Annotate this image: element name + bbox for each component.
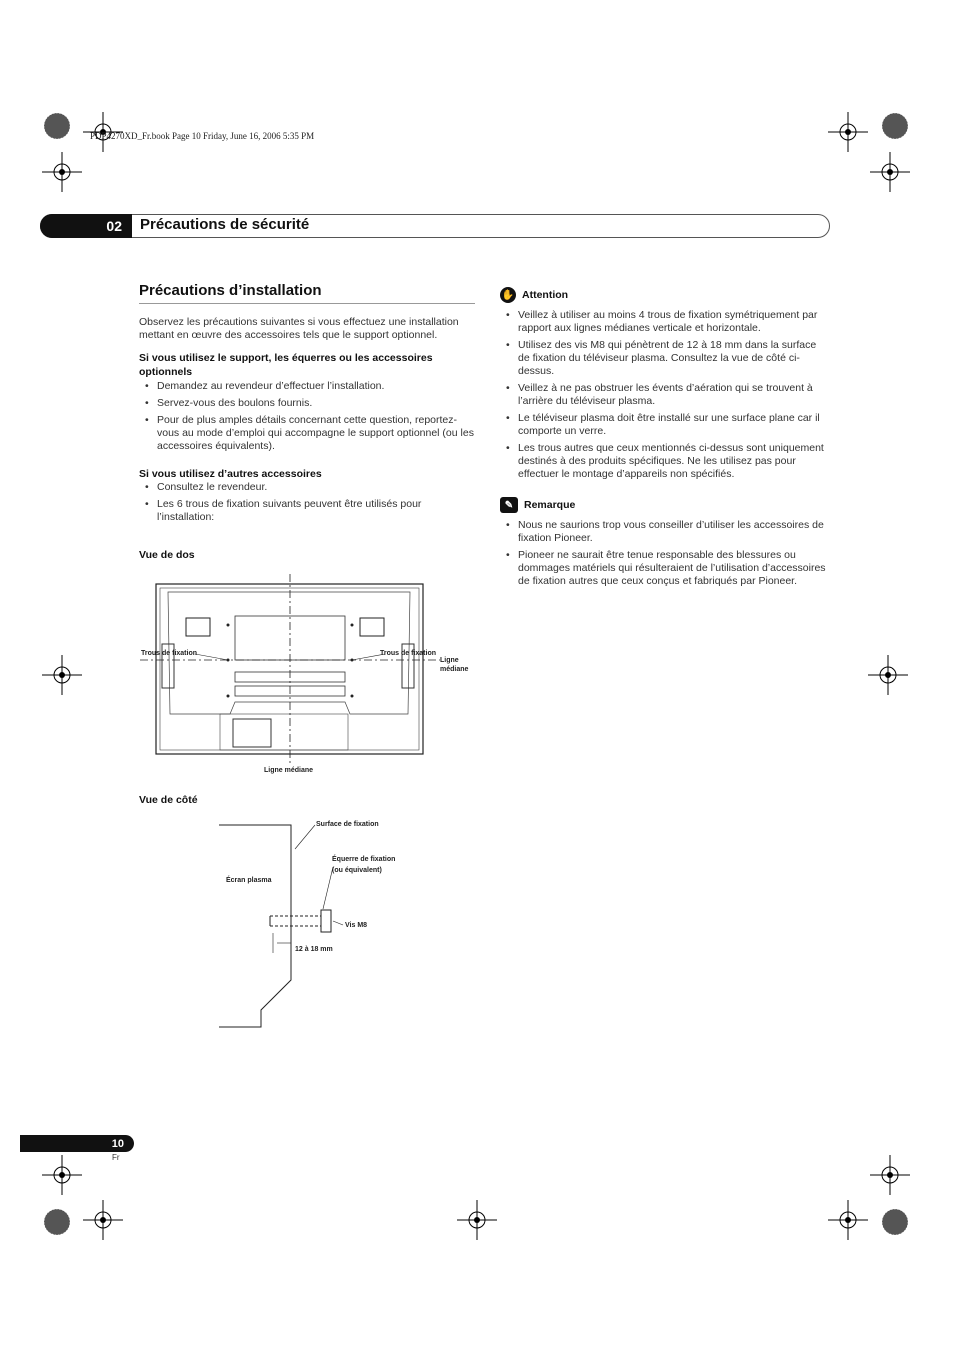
list-item: • Demandez au revendeur d’effectuer l’installation. [139,380,475,393]
list-item: • Servez-vous des boulons fournis. [139,397,475,410]
sub1-list [139,380,475,453]
list-item: • Pioneer ne saurait être tenue responsable des blessures ou dommages matériels qui résulteraient de l’utilisation d’accessoires de fixation autres que ceux conçus et fabriqués par Pioneer. [500,549,830,588]
page-number: 10 [20,1135,134,1152]
crosshair-mark [457,1200,497,1240]
chapter-title: Précautions de sécurité [140,216,310,233]
registration-mark [875,1202,915,1242]
chapter-number: 02 [40,214,132,238]
crosshair-mark [42,1155,82,1195]
side-view-diagram [215,815,395,1030]
crosshair-mark [828,1200,868,1240]
crosshair-mark [870,152,910,192]
crosshair-mark [828,112,868,152]
sub2-heading: Si vous utilisez d’autres accessoires [139,468,322,480]
crosshair-mark [870,1155,910,1195]
label-median-h-2: médiane [440,666,469,673]
left-column [139,316,475,528]
back-view-diagram [140,574,480,779]
label-median-h-1: Ligne [440,657,459,664]
registration-mark [37,106,77,146]
attention-title: Attention [522,289,569,301]
list-item: • Le téléviseur plasma doit être installé sur une surface plane car il comporte un verre. [500,412,830,438]
registration-mark [37,1202,77,1242]
registration-mark [875,106,915,146]
attention-list [500,309,830,481]
remarque-title: Remarque [524,499,576,511]
label-holes-right: Trous de fixation [380,650,437,657]
crosshair-mark [42,152,82,192]
label-depth: 12 à 18 mm [295,946,333,953]
back-view-heading: Vue de dos [139,549,195,561]
list-item: • Les trous autres que ceux mentionnés ci-dessus sont uniquement destinés à des produits spécifiques. Ne les utilisez pas pour effectuer le montage d’appareils non spécifiés. [500,442,830,481]
list-item: • Utilisez des vis M8 qui pénètrent de 12 à 18 mm dans la surface de fixation du téléviseur plasma. Consultez la vue de côté ci-dessus. [500,339,830,378]
label-surface: Surface de fixation [316,821,379,828]
list-item: • Nous ne saurions trop vous conseiller d’utiliser les accessoires de fixation Pioneer. [500,519,830,545]
section-title: Précautions d’installation [139,282,322,299]
section-rule [139,303,475,304]
list-item: • Pour de plus amples détails concernant cette question, reportez-vous au mode d’emploi qui accompagne le support optionnel (ou les accessoires équivalents). [139,414,475,453]
label-bracket-1: Équerre de fixation [332,856,395,863]
crosshair-mark [83,1200,123,1240]
right-column [500,287,830,592]
pencil-icon: ✎ [500,497,518,513]
list-item: • Consultez le revendeur. [139,481,475,494]
sub2-list [139,481,475,524]
label-bracket-2: (ou équivalent) [332,867,382,874]
hand-icon: ✋ [500,287,516,303]
crosshair-mark [42,655,82,695]
crosshair-mark [868,655,908,695]
language-code: Fr [112,1153,120,1162]
label-screw: Vis M8 [345,922,368,929]
label-holes-left: Trous de fixation [141,650,198,657]
sub1-heading: Si vous utilisez le support, les équerres ou les accessoires optionnels [139,352,433,378]
remarque-list [500,519,830,588]
list-item: • Veillez à utiliser au moins 4 trous de fixation symétriquement par rapport aux lignes médianes verticale et horizontale. [500,309,830,335]
remarque-header [500,497,830,513]
print-info-line: PDP4270XD_Fr.book Page 10 Friday, June 16, 2006 5:35 PM [90,131,315,141]
list-item: • Veillez à ne pas obstruer les évents d’aération qui se trouvent à l’arrière du téléviseur plasma. [500,382,830,408]
list-item: • Les 6 trous de fixation suivants peuvent être utilisés pour l’installation: [139,498,475,524]
side-view-heading: Vue de côté [139,794,198,806]
intro-text: Observez les précautions suivantes si vous effectuez une installation mettant en œuvre des accessoires tels que le support optionnel. [139,316,459,341]
attention-header [500,287,830,303]
label-median-v: Ligne médiane [264,767,314,774]
label-screen: Écran plasma [226,877,272,884]
